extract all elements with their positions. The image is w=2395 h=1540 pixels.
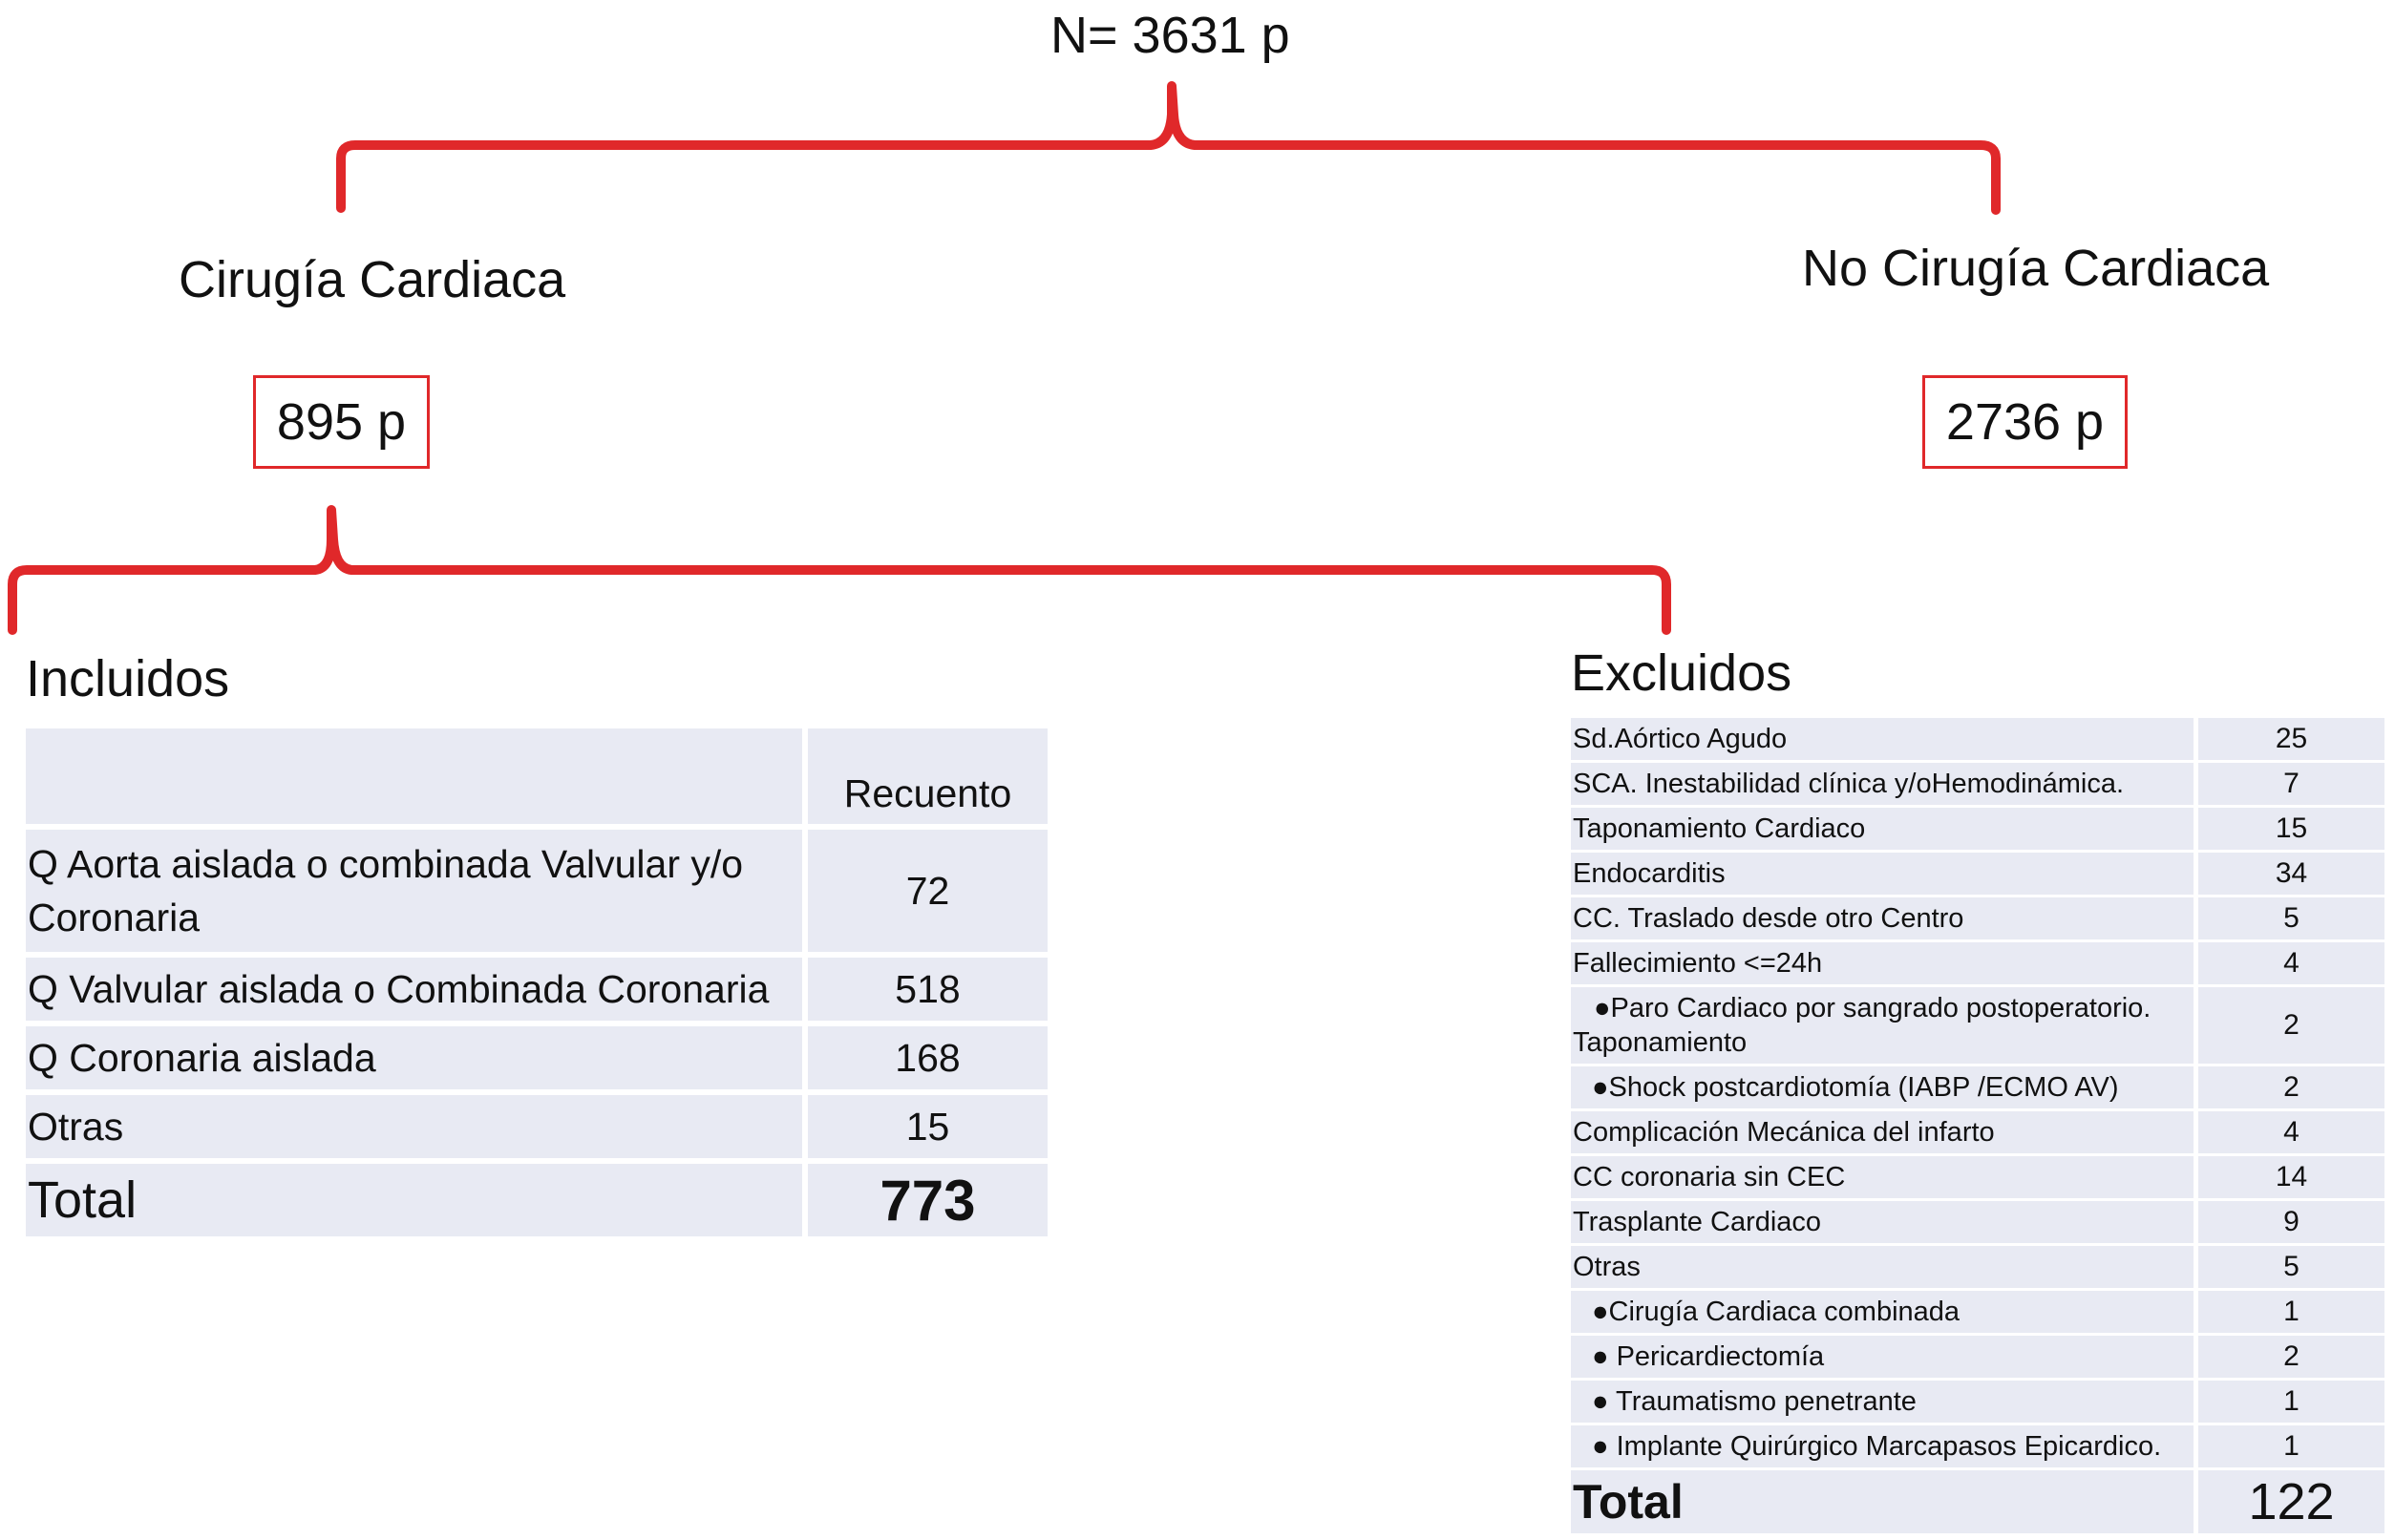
excluidos-row-count: 1 <box>2198 1425 2384 1467</box>
table-row <box>1571 897 2384 939</box>
left-brace <box>12 510 1666 630</box>
excluidos-row-count: 15 <box>2198 808 2384 850</box>
excluidos-row-count: 25 <box>2198 718 2384 760</box>
excluidos-row-count: 4 <box>2198 942 2384 984</box>
table-row <box>1571 853 2384 895</box>
table-row <box>1571 1381 2384 1423</box>
table-row <box>26 830 1048 952</box>
excluidos-row-label: ● Implante Quirúrgico Marcapasos Epicardico. <box>1571 1425 2194 1467</box>
excluidos-row-label-line2: Taponamiento <box>1573 1027 1748 1058</box>
incluidos-row-count: 168 <box>808 1026 1048 1089</box>
incluidos-table <box>26 728 1048 1242</box>
excluidos-row-count: 2 <box>2198 1336 2384 1378</box>
table-row <box>1571 987 2384 1064</box>
incluidos-total-label: Total <box>26 1164 802 1236</box>
table-row <box>1571 1066 2384 1108</box>
excluidos-row-label: ● Traumatismo penetrante <box>1571 1381 2194 1423</box>
excluidos-row-label: CC. Traslado desde otro Centro <box>1571 897 2194 939</box>
excluidos-row-label: ●Shock postcardiotomía (IABP /ECMO AV) <box>1571 1066 2194 1108</box>
incluidos-total-count: 773 <box>808 1164 1048 1236</box>
top-brace <box>341 86 1996 210</box>
incluidos-row-count: 72 <box>808 830 1048 952</box>
incluidos-row-label: Q Aorta aislada o combinada Valvular y/o Coronaria <box>26 830 802 952</box>
table-row <box>26 958 1048 1021</box>
excluidos-row-count: 1 <box>2198 1381 2384 1423</box>
incluidos-row-label: Q Coronaria aislada <box>26 1026 802 1089</box>
excluidos-row-count: 7 <box>2198 763 2384 805</box>
excluidos-row-count: 14 <box>2198 1156 2384 1198</box>
excluidos-row-label: Taponamiento Cardiaco <box>1571 808 2194 850</box>
no-cirugia-cardiaca-box: 2736 p <box>1922 375 2128 469</box>
excluidos-row-label: SCA. Inestabilidad clínica y/oHemodinámica. <box>1571 763 2194 805</box>
excluidos-row-label: Sd.Aórtico Agudo <box>1571 718 2194 760</box>
excluidos-total-count: 122 <box>2198 1470 2384 1533</box>
incluidos-total-row <box>26 1164 1048 1236</box>
excluidos-row-label: Fallecimiento <=24h <box>1571 942 2194 984</box>
table-row <box>1571 1291 2384 1333</box>
excluidos-row-count: 1 <box>2198 1291 2384 1333</box>
incluidos-row-count: 15 <box>808 1095 1048 1158</box>
table-row <box>1571 1336 2384 1378</box>
excluidos-row-count: 2 <box>2198 1066 2384 1108</box>
incluidos-row-count: 518 <box>808 958 1048 1021</box>
total-patients-title: N= 3631 p <box>1050 7 1290 64</box>
excluidos-row-label: Trasplante Cardiaco <box>1571 1201 2194 1243</box>
table-row <box>1571 1201 2384 1243</box>
incluidos-header-recuento: Recuento <box>808 728 1048 824</box>
table-row <box>26 1026 1048 1089</box>
no-cirugia-cardiaca-title: No Cirugía Cardiaca <box>1802 240 2270 297</box>
excluidos-title: Excluidos <box>1571 644 1792 702</box>
incluidos-header-row <box>26 728 1048 824</box>
excluidos-row-label: CC coronaria sin CEC <box>1571 1156 2194 1198</box>
cirugia-cardiaca-title: Cirugía Cardiaca <box>179 251 566 308</box>
table-row <box>1571 1425 2384 1467</box>
excluidos-row-count: 4 <box>2198 1111 2384 1153</box>
incluidos-row-label: Otras <box>26 1095 802 1158</box>
table-row <box>1571 942 2384 984</box>
excluidos-row-count: 5 <box>2198 897 2384 939</box>
excluidos-row-label: Endocarditis <box>1571 853 2194 895</box>
excluidos-row-count: 34 <box>2198 853 2384 895</box>
table-row <box>1571 808 2384 850</box>
incluidos-title: Incluidos <box>26 650 230 707</box>
excluidos-total-label: Total <box>1571 1470 2194 1533</box>
excluidos-row-count: 2 <box>2198 987 2384 1064</box>
excluidos-table <box>1571 718 2384 1536</box>
table-row <box>1571 1246 2384 1288</box>
table-row <box>26 1095 1048 1158</box>
excluidos-row-label <box>1571 987 2194 1064</box>
incluidos-header-empty <box>26 728 802 824</box>
excluidos-row-label: ● Pericardiectomía <box>1571 1336 2194 1378</box>
excluidos-row-count: 5 <box>2198 1246 2384 1288</box>
excluidos-row-label: ●Cirugía Cardiaca combinada <box>1571 1291 2194 1333</box>
table-row <box>1571 1111 2384 1153</box>
excluidos-row-count: 9 <box>2198 1201 2384 1243</box>
cirugia-cardiaca-box: 895 p <box>253 375 430 469</box>
incluidos-row-label: Q Valvular aislada o Combinada Coronaria <box>26 958 802 1021</box>
table-row <box>1571 1156 2384 1198</box>
table-row <box>1571 763 2384 805</box>
excluidos-row-label: Complicación Mecánica del infarto <box>1571 1111 2194 1153</box>
excluidos-total-row <box>1571 1470 2384 1533</box>
excluidos-row-label-line1: ●Paro Cardiaco por sangrado postoperatorio. <box>1594 993 2151 1023</box>
excluidos-row-label: Otras <box>1571 1246 2194 1288</box>
table-row <box>1571 718 2384 760</box>
